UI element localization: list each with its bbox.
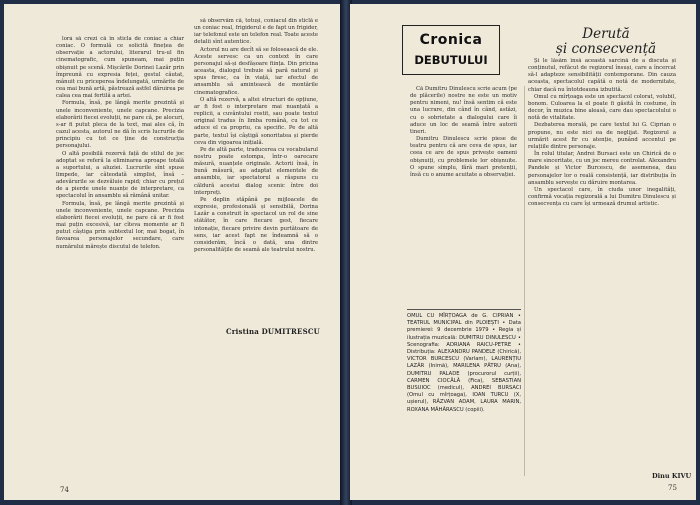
author-signature: Dinu KIVU xyxy=(652,472,692,480)
paragraph: O altă posibilă rezervă față de stilul de joc adoptat se referă la eliminarea aproape totală a suportului, a aluziei. Lucrurile sînt spuse limpede, iar câteodată simplist, însă – adevărurile se dezvăluie rapid; chiar cu prețul de a pierde unele nuanțe de interpretare, ca spectacolul în ansamblu să rămână unitar. xyxy=(56,150,184,200)
page-number: 74 xyxy=(60,486,69,494)
paragraph: Un spectacol care, în ciuda unor inegalități, confirmă vocația regizorală a lui Dumitru Dinulescu și consecvența cu care își urmează drumul artistic. xyxy=(528,186,676,208)
paragraph: Actorul nu are decît să se folosească de ele. Aceste servesc ca un context în care personajul să-și desfășoare ființa. Din pricina aceasta, dialogul trebuie să pară natural și spus firesc, ca în viață, iar efectul de ansamblu să amintească de montările cinematografice. xyxy=(194,46,318,96)
paragraph: O altă rezervă, a altei structuri de opțiune, ar fi fost o interpretare mai nuanțată a replicii, a cuvântului rostit, sau poate textul original tradus în limba română, cu tot ce aduce el ca propriu, ca specific. Pe de altă parte, textul își câștigă sonoritatea și pierde ceva din vigoarea inițială. xyxy=(194,96,318,146)
left-column-2 xyxy=(194,18,318,308)
left-page xyxy=(4,4,342,500)
heading-line: Derută xyxy=(582,26,630,42)
paragraph: Dumitru Dinulescu scrie piese de teatru pentru că are ceva de spus, iar ceea ce are de spus privește oameni obișnuiți, cu problemele lor obișnuite. O spune simplu, fără mari pretenții, însă cu o anume acuitate a observației. xyxy=(410,136,517,178)
section-title-box xyxy=(402,25,500,75)
paragraph: lorá să crezi că în sticla de coniac a chiar coniac. O formulă ce solicită finețea de observație a actorului, literarul tru-ul fin cinematografic, cum spuneam, mai puțin obișnuit pe scenă. Mișcările Dorinei Lazăr prin împreună cu expresia feței, gestul căutat, mânuit cu priceperea îndelungată, urmărite de cea mai bună artă, păstrează astfel dăruirea pe calea cea mai fertilă a artei. xyxy=(56,36,184,100)
page-number: 75 xyxy=(668,484,677,492)
heading-line: și consecvență xyxy=(555,41,657,57)
left-column-1 xyxy=(56,36,184,476)
paragraph: Formula, însă, pe lângă merite prezintă și unele inconveniente, unele capcane. Precizia elaborării fiecei evoluții, ne pare că, pe alocuri, s-ar fi putut pleca de la text, mai ales că, în cazul acesta, autorul ne dă în scris lucrurile de principiu cu tot ce ține de construcția personajului. xyxy=(56,100,184,150)
paragraph: Pe de altă parte, traducerea cu vocabularul nostru poate estompa, într-o oarecare măsură, nuanțele originale. Actorii însă, în bună măsură, au adaptat elementele de ansamblu, iar spectatorul a răspuns cu căldură acestui dialog scenic între doi interpreți. xyxy=(194,146,318,196)
right-page xyxy=(350,4,696,500)
production-credits: OMUL CU MÎRȚOAGA de G. CIPRIAN • TEATRUL MUNICIPAL din PLOIEȘTI • Data premierei: 9 decembrie 1979 • Regia și ilustrația muzicală: DUMITRU DINULESCU • Scenografia: ADRIANA RAICU-PETRE • Distribuția: ALEXANDRU PANDELE (Chirică), VICTOR BURCESCU (Varlam), LAURENȚIU LAZĂR (Inimă), MARILENA PĂTRU (Ana), DUMITRU PALADE (procurorul curții), CARMEN CIOCÂLĂ (Fica), SEBASTIAN BUSUIOC (medicul), ANDREI BURSACI (Omul cu mîrțoaga), IOAN TURCU (X, ușierul), RĂZVAN ADAM, LAURA MARIN, ROXANA MĂHĂRASCU (copiii). xyxy=(407,309,521,414)
right-column-1 xyxy=(410,86,517,298)
column-divider xyxy=(524,86,525,476)
paragraph: Pe deplin stăpână pe mijloacele de expresie, profesională și sensibilă, Dorina Lazăr a construit în spectacol un rol de sine stătător, în care fiecare gest, fiecare intonație, fiecare privire devin purtătoare de sens, iar acest fapt ne îndeamnă să o considerăm, încă o dată, una dintre personalitățile de seamă ale teatrului nostru. xyxy=(194,196,318,253)
right-column-2 xyxy=(528,58,676,478)
paragraph: să observăm că, totuși, coniacul din sticlă e un coniac real, frigiderul e de fapt un frigider, iar telefonul este un telefon real. Toate aceste detalii sînt autentice. xyxy=(194,18,318,46)
paragraph: Dezbaterea morală, pe care textul lui G. Ciprian o propune, nu este nici ea de neglijat. Regizorul a urmărit acest fir cu atenție, punând accentul pe relațiile dintre personaje. xyxy=(528,122,676,150)
author-signature: Cristina DUMITRESCU xyxy=(226,327,320,336)
section-title: Cronica xyxy=(419,32,483,48)
paragraph: Omul cu mîrțoaga este un spectacol colorat, volubil, bonom. Culoarea la el poate fi găsită în costume, în decor, în muzica bine aleasă, care dau spectacolului o notă de vitalitate. xyxy=(528,93,676,122)
paragraph: În rolul titular, Andrei Bursaci este un Chirică de o mare sinceritate, cu un joc mereu controlat. Alexandru Pandele și Victor Burcescu, de asemenea, dau personajelor lor o reală consistență, iar distribuția în ansamblu servește cu dăruire montarea. xyxy=(528,151,676,186)
section-subtitle: DEBUTULUI xyxy=(414,53,488,67)
paragraph: Formula, însă, pe lângă merite prezintă și unele inconveniente, unele capcane. Precizia elaborării fiecei evoluții, ne pare că ar fi fost mai puțin excesivă, iar cîteva momente ar fi putut câștiga prin subtextul lor, mai bogat, în favoarea personajelor secundare, care numărului mărește discutul de telefon. xyxy=(56,200,184,250)
article-heading xyxy=(531,27,681,57)
paragraph: Că Dumitru Dinulescu scrie acum (pe de plăcerile) nostre ne este un motiv pentru nimeni, nu! însă sentim că este una lucrare, din când în când, astăzi, cu o sobrietate a dialogului care îi aduce un loc de seamă între autorii tineri. xyxy=(410,86,517,135)
paragraph: Și le lăsăm însă această sarcină de a discuta și conținutul, refăcut de regizorul însuși, care a încercat să-l adapteze sensibilității contemporane. Din cauza aceasta, spectacolul capătă o notă de modernitate, chiar dacă nu întotdeauna izbutită. xyxy=(528,58,676,93)
